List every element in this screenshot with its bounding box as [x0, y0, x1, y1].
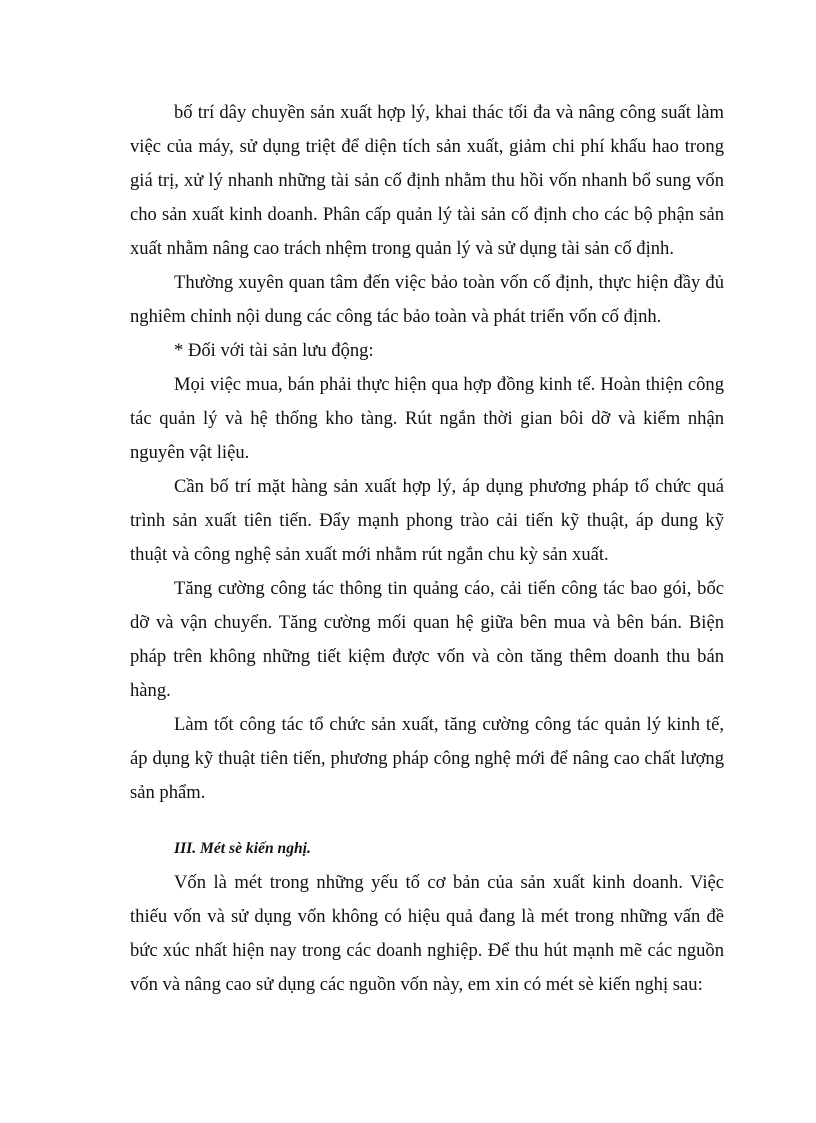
page-body [130, 96, 724, 1002]
paragraph-fixed-asset-continuation: bố trí dây chuyền sản xuất hợp lý, khai thác tối đa và nâng công suất làm việc của máy, sử dụng triệt để diện tích sản xuất, giảm chi phí khấu hao trong giá trị, xử lý nhanh những tài sản cố định nhằm thu hồi vốn nhanh bổ sung vốn cho sản xuất kinh doanh. Phân cấp quản lý tài sản cố định cho các bộ phận sản xuất nhằm nâng cao trách nhệm trong quản lý và sử dụng tài sản cố định. [130, 102, 724, 259]
paragraph-product-quality: Làm tốt công tác tổ chức sản xuất, tăng cường công tác quản lý kinh tế, áp dụng kỹ thuật tiên tiến, phương pháp công nghệ mới để nâng cao chất lượng sản phẩm. [130, 714, 724, 803]
paragraph-production-arrangement: Cần bố trí mặt hàng sản xuất hợp lý, áp dụng phương pháp tổ chức quá trình sản xuất tiên tiến. Đẩy mạnh phong trào cải tiến kỹ thuật, áp dung kỹ thuật và công nghệ sản xuất mới nhằm rút ngắn chu kỳ sản xuất. [130, 476, 724, 565]
paragraph-advertising-transport: Tăng cường công tác thông tin quảng cáo, cải tiến công tác bao gói, bốc dỡ và vận chuyển. Tăng cường mối quan hệ giữa bên mua và bên bán. Biện pháp trên không những tiết kiệm được vốn và còn tăng thêm doanh thu bán hàng. [130, 578, 724, 701]
paragraph-current-assets-label: * Đối với tài sản lưu động: [174, 340, 374, 361]
section-heading: III. Mét sè kiến nghị. [174, 840, 311, 857]
paragraph-recommendations-intro: Vốn là mét trong những yếu tố cơ bản của sản xuất kinh doanh. Việc thiếu vốn và sử dụng vốn không có hiệu quả đang là mét trong những vấn đề bức xúc nhất hiện nay trong các doanh nghiệp. Để thu hút mạnh mẽ các nguồn vốn và nâng cao sử dụng các nguồn vốn này, em xin có mét sè kiến nghị sau: [130, 872, 724, 995]
paragraph-purchase-contracts: Mọi việc mua, bán phải thực hiện qua hợp đồng kinh tế. Hoàn thiện công tác quản lý và hệ thống kho tàng. Rút ngắn thời gian bôi dỡ và kiểm nhận nguyên vật liệu. [130, 374, 724, 463]
paragraph-capital-preservation: Thường xuyên quan tâm đến việc bảo toàn vốn cố định, thực hiện đầy đủ nghiêm chỉnh nội dung các công tác bảo toàn và phát triển vốn cố định. [130, 272, 724, 327]
